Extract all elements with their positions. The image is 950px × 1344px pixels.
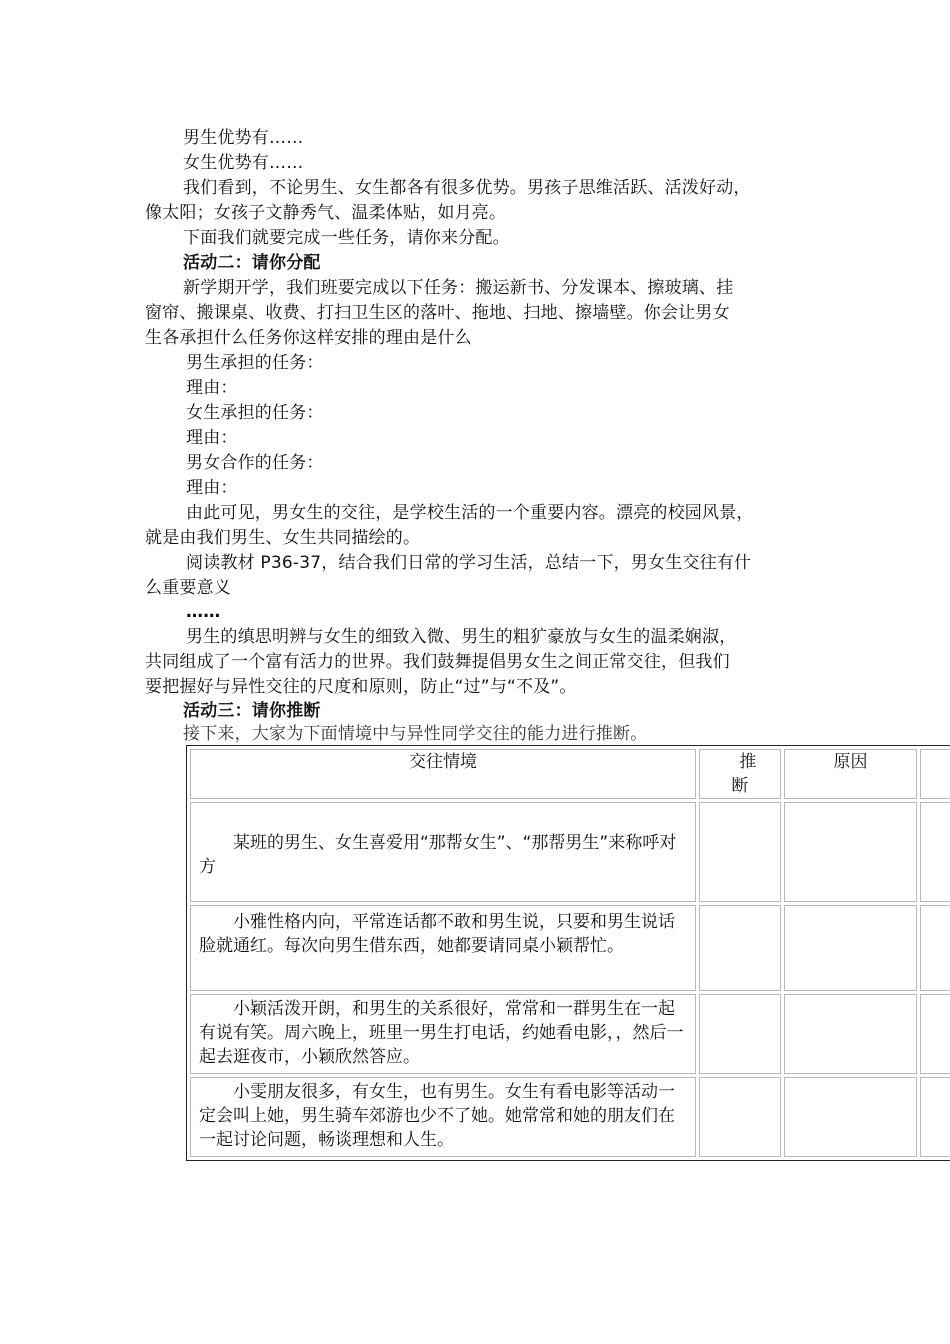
text-line: 男生的缜思明辨与女生的细致入微、男生的粗犷豪放与女生的温柔娴淑， [186, 627, 737, 647]
header-reason: 原因 [784, 749, 917, 799]
scene-cell [190, 1077, 696, 1157]
scene-text: 小颖活泼开朗，和男生的关系很好，常常和一群男生在一起有说有笑。周六晚上，班里一男生打电话，约她看电影，，然后一起去逛夜市，小颖欣然答应。 [199, 999, 684, 1067]
inference-table [186, 745, 950, 1161]
text-line: 男生优势有…… [183, 128, 304, 148]
text-line: 生各承担什么任务你这样安排的理由是什么 [145, 328, 472, 348]
extra-cell [920, 905, 950, 991]
text-line: 像太阳；女孩子文静秀气、温柔体贴，如月亮。 [145, 203, 507, 223]
judge-cell[interactable] [699, 1077, 781, 1157]
text-line: 么重要意义 [145, 578, 231, 598]
extra-cell [920, 1077, 950, 1157]
scene-cell [190, 802, 696, 902]
table-row [190, 905, 950, 991]
extra-cell [920, 994, 950, 1074]
table-row [190, 1077, 950, 1157]
text-line: …… [186, 602, 221, 622]
section-heading: 活动三：请你推断 [183, 701, 321, 721]
table-row [190, 802, 950, 902]
header-judge-line-1: 推 [739, 752, 757, 772]
text-line: 就是由我们男生、女生共同描绘的。 [145, 528, 421, 548]
text-line: 阅读教材 P36-37，结合我们日常的学习生活，总结一下，男女生交往有什 [186, 553, 752, 573]
judge-cell[interactable] [699, 802, 781, 902]
scene-text: 小雅性格内向，平常连话都不敢和男生说，只要和男生说话脸就通红。每次向男生借东西，她都要请同桌小颖帮忙。 [199, 912, 675, 956]
text-line: 窗帘、搬课桌、收费、打扫卫生区的落叶、拖地、扫地、擦墙壁。你会让男女 [145, 303, 730, 323]
scene-text: 某班的男生、女生喜爱用“那帮女生”、“那帮男生”来称呼对方 [199, 833, 677, 877]
header-judge [699, 749, 781, 799]
text-line: 下面我们就要完成一些任务，请你来分配。 [183, 228, 510, 248]
text-line: 我们看到，不论男生、女生都各有很多优势。男孩子思维活跃、活泼好动， [183, 178, 751, 198]
header-scene: 交往情境 [190, 749, 696, 799]
header-judge-line-2: 断 [731, 776, 749, 796]
text-line: 男女合作的任务： [186, 453, 324, 473]
text-line: 女生承担的任务： [186, 403, 324, 423]
text-line: 女生优势有…… [183, 153, 304, 173]
reason-cell[interactable] [784, 802, 917, 902]
text-line: 理由： [186, 478, 238, 498]
text-line: 理由： [186, 378, 238, 398]
extra-cell [920, 802, 950, 902]
scene-text: 小雯朋友很多，有女生，也有男生。女生有看电影等活动一定会叫上她，男生骑车郊游也少不了她。她常常和她的朋友们在一起讨论问题，畅谈理想和人生。 [199, 1082, 675, 1150]
reason-cell[interactable] [784, 1077, 917, 1157]
table-row [190, 994, 950, 1074]
text-line: 理由： [186, 428, 238, 448]
text-line: 男生承担的任务： [186, 353, 324, 373]
text-line: 接下来，大家为下面情境中与异性同学交往的能力进行推断。 [183, 724, 648, 744]
scene-cell [190, 994, 696, 1074]
text-line: 由此可见，男女生的交往，是学校生活的一个重要内容。漂亮的校园风景， [186, 503, 754, 523]
reason-cell[interactable] [784, 994, 917, 1074]
table-header-row [190, 749, 950, 799]
section-heading: 活动二：请你分配 [183, 253, 321, 273]
judge-cell[interactable] [699, 994, 781, 1074]
scene-cell [190, 905, 696, 991]
text-line: 要把握好与异性交往的尺度和原则，防止“过”与“不及”。 [145, 677, 577, 697]
text-line: 共同组成了一个富有活力的世界。我们鼓舞提倡男女生之间正常交往，但我们 [145, 652, 730, 672]
reason-cell[interactable] [784, 905, 917, 991]
judge-cell[interactable] [699, 905, 781, 991]
header-extra [920, 749, 950, 799]
text-line: 新学期开学，我们班要完成以下任务：搬运新书、分发课本、擦玻璃、挂 [183, 278, 734, 298]
